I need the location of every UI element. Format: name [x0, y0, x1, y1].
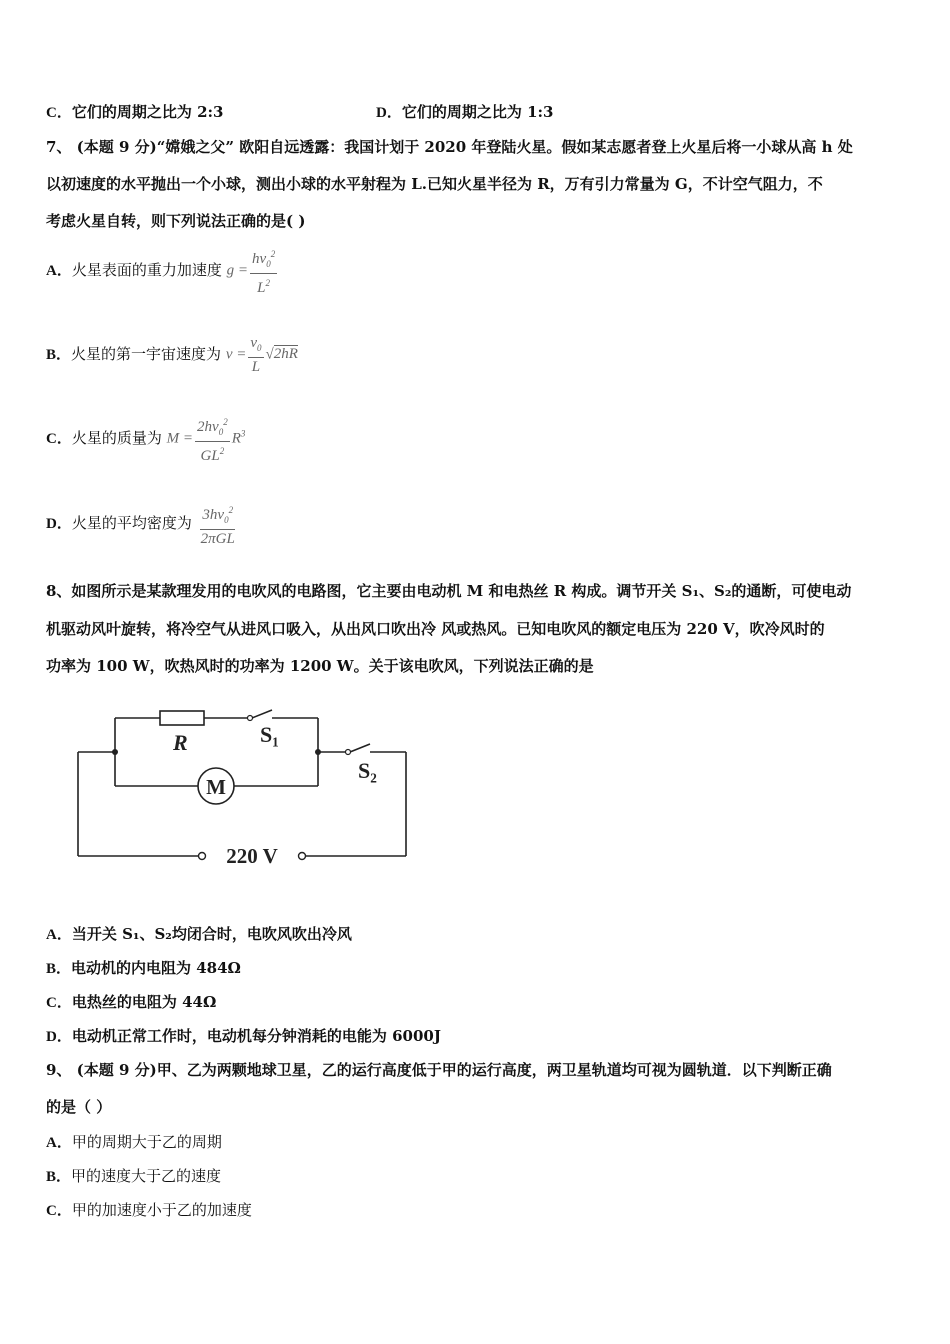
q9-option-c — [46, 1200, 252, 1221]
q7-option-c-label: C． — [46, 431, 72, 447]
q7-option-c-formula: M = $\frac{2hv_0^2}{GL^2}$ $R^3$ — [167, 413, 246, 465]
q8-option-a — [46, 924, 352, 945]
q8-option-b — [46, 958, 241, 979]
q8-option-d-text: 电动机正常工作时，电动机每分钟消耗的电能为 6000J — [71, 1027, 441, 1045]
q7-option-b — [46, 328, 298, 381]
switch-s1-blade — [252, 710, 272, 718]
q7-option-b-label: B． — [46, 347, 72, 363]
q9-option-a-label: A． — [46, 1135, 72, 1151]
q6-option-c-text: 它们的周期之比为 2:3 — [71, 103, 224, 121]
q8-option-c-label: C． — [46, 995, 72, 1011]
q9-stem-line-1: 9、 (本题 9 分)甲、乙为两颗地球卫星，乙的运行高度低于甲的运行高度，两卫星轨道均可视为圆轨道．以下判断正确 — [46, 1061, 832, 1079]
q7-option-d-formula: $\frac{3hv_0^2}{\text{2πGL}}$ — [197, 501, 239, 548]
q8-option-b-text: 电动机的内电阻为 484Ω — [71, 959, 241, 977]
q8-option-a-text: 当开关 S₁、S₂均闭合时，电吹风吹出冷风 — [71, 925, 352, 943]
q9-option-b-text: 甲的速度大于乙的速度 — [71, 1167, 222, 1185]
q6-option-d-text: 它们的周期之比为 1:3 — [401, 103, 554, 121]
voltage-label: 220 V — [226, 844, 278, 868]
q7-stem-line-1: 7、 (本题 9 分)“嫦娥之父” 欧阳自远透露：我国计划于 2020 年登陆火星。假如某志愿者登上火星后将一小球从高 h 处 — [46, 138, 853, 156]
q8-stem-line-1: 8、如图所示是某款理发用的电吹风的电路图，它主要由电动机 M 和电热丝 R 构成。调节开关 S₁、S₂的通断，可使电动 — [46, 582, 852, 600]
q8-option-a-label: A． — [46, 927, 72, 943]
q6-option-c — [46, 102, 223, 123]
q8-option-d — [46, 1026, 441, 1047]
q9-option-c-label: C． — [46, 1203, 72, 1219]
motor-label: M — [206, 775, 226, 799]
q7-option-d-label: D． — [46, 516, 72, 532]
q7-option-a-text: 火星表面的重力加速度 — [71, 261, 222, 279]
q7-stem-line-3: 考虑火星自转，则下列说法正确的是( ) — [46, 212, 306, 230]
q9-option-a — [46, 1132, 222, 1153]
q6-option-d-label: D． — [376, 105, 402, 121]
q7-option-d — [46, 497, 239, 550]
q7-option-d-text: 火星的平均密度为 — [71, 514, 192, 532]
q7-option-b-text: 火星的第一宇宙速度为 — [71, 345, 222, 363]
q9-option-b — [46, 1166, 221, 1187]
q7-option-c — [46, 412, 245, 465]
q6-option-c-label: C． — [46, 105, 72, 121]
q9-option-b-label: B． — [46, 1169, 72, 1185]
q7-option-b-formula: v = $\frac{v_0}{L}$ √2hR — [225, 335, 298, 375]
q7-option-a — [46, 244, 279, 297]
resistor-symbol — [160, 711, 204, 725]
q8-stem-line-2: 机驱动风叶旋转，将冷空气从进风口吸入，从出风口吹出冷 风或热风。已知电吹风的额定电压为 220 V，吹冷风时的 — [46, 620, 825, 638]
q9-option-a-text: 甲的周期大于乙的周期 — [71, 1133, 222, 1151]
q8-option-c-text: 电热丝的电阻为 44Ω — [71, 993, 217, 1011]
q9-option-c-text: 甲的加速度小于乙的加速度 — [71, 1201, 252, 1219]
q8-stem-line-3: 功率为 100 W，吹热风时的功率为 1200 W。关于该电吹风，下列说法正确的是 — [46, 657, 594, 675]
circuit-diagram — [60, 698, 430, 888]
switch-s2-label: S₂ — [358, 758, 377, 783]
q9-stem-line-2: 的是（ ） — [46, 1098, 112, 1116]
q6-option-d — [376, 102, 553, 123]
q8-option-d-label: D． — [46, 1029, 72, 1045]
switch-s1-label: S₁ — [260, 722, 279, 747]
q7-option-a-label: A． — [46, 263, 72, 279]
resistor-label: R — [173, 730, 188, 755]
q7-stem-line-2: 以初速度的水平抛出一个小球，测出小球的水平射程为 L.已知火星半径为 R，万有引力常量为 G，不计空气阻力，不 — [46, 175, 823, 193]
q7-option-c-text: 火星的质量为 — [71, 429, 162, 447]
switch-s2-blade — [350, 744, 370, 752]
q8-option-b-label: B． — [46, 961, 72, 977]
q8-option-c — [46, 992, 216, 1013]
q7-option-a-formula: g = $\frac{hv_0^2}{L^2}$ — [227, 245, 280, 297]
